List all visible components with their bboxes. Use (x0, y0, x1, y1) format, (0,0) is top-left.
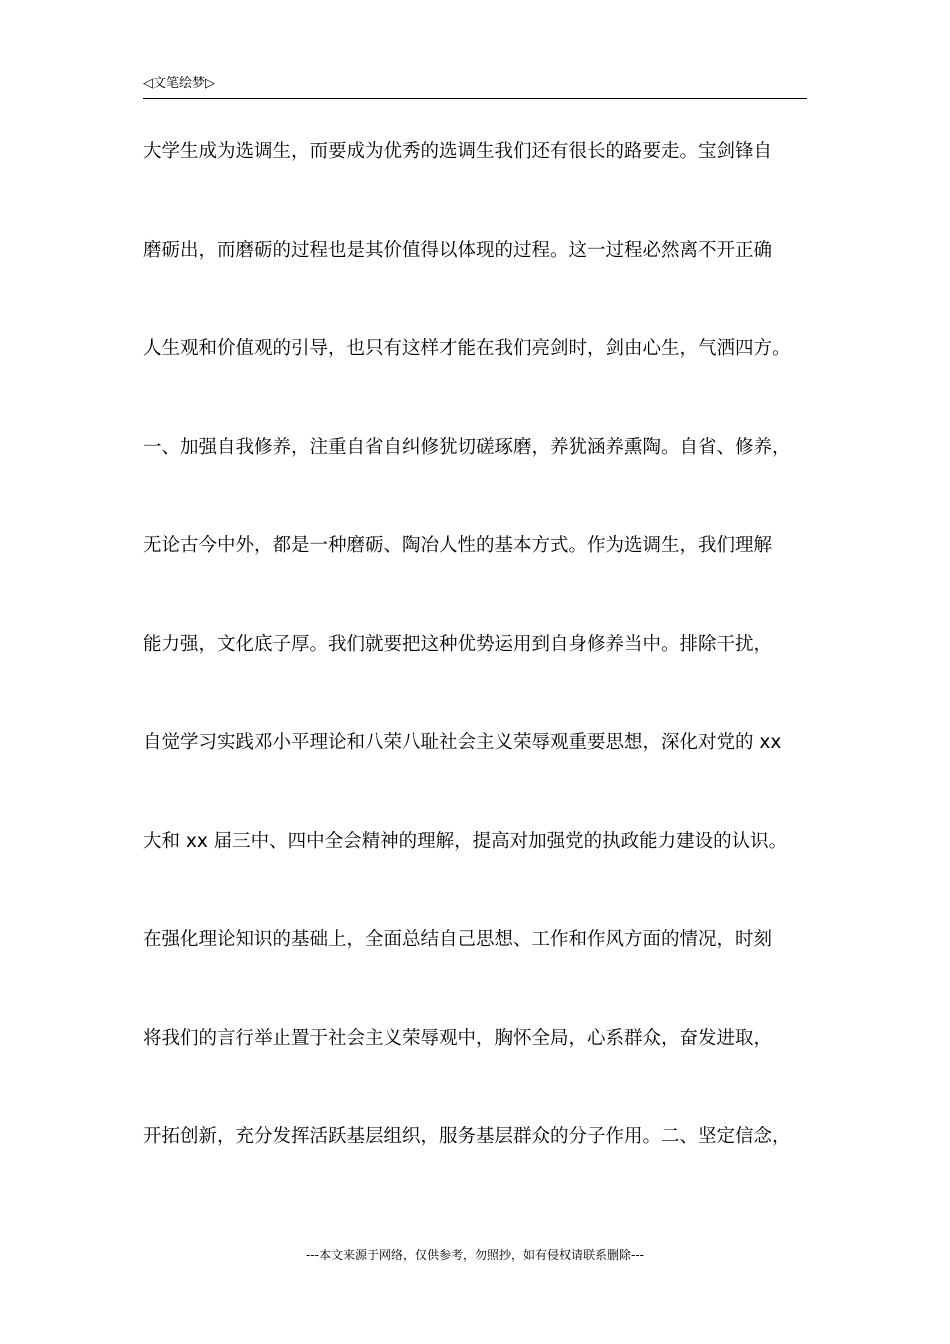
body-line: 人生观和价值观的引导，也只有这样才能在我们亮剑时，剑由心生，气洒四方。 (143, 338, 791, 359)
body-line: 大学生成为选调生，而要成为优秀的选调生我们还有很长的路要走。宝剑锋自 (143, 141, 773, 162)
body-line: 开拓创新，充分发挥活跃基层组织，服务基层群众的分子作用。二、坚定信念， (143, 1126, 791, 1147)
body-line: 自觉学习实践邓小平理论和八荣八耻社会主义荣辱观重要思想，深化对党的 xx (143, 732, 782, 753)
body-line: 能力强，文化底子厚。我们就要把这种优势运用到自身修养当中。排除干扰， (143, 633, 773, 655)
body-line: 磨砺出，而磨砺的过程也是其价值得以体现的过程。这一过程必然离不开正确 (143, 239, 773, 261)
page-footer: ---本文来源于网络，仅供参考，勿照抄，如有侵权请联系删除--- (306, 1248, 644, 1262)
body-line: 无论古今中外，都是一种磨砺、陶冶人性的基本方式。作为选调生，我们理解 (143, 535, 773, 556)
header-title: ◁文笔绘梦▷ (143, 76, 215, 91)
body-line: 一、加强自我修养，注重自省自纠修犹切磋琢磨，养犹涵养熏陶。自省、修养， (143, 436, 791, 458)
body-line: 在强化理论知识的基础上，全面总结自己思想、工作和作风方面的情况，时刻 (143, 929, 773, 950)
body-line: 大和 xx 届三中、四中全会精神的理解，提高对加强党的执政能力建设的认识。 (143, 830, 788, 852)
document-body (143, 126, 813, 1210)
page-header (143, 74, 807, 99)
body-line: 将我们的言行举止置于社会主义荣辱观中，胸怀全局，心系群众，奋发进取， (143, 1027, 773, 1049)
